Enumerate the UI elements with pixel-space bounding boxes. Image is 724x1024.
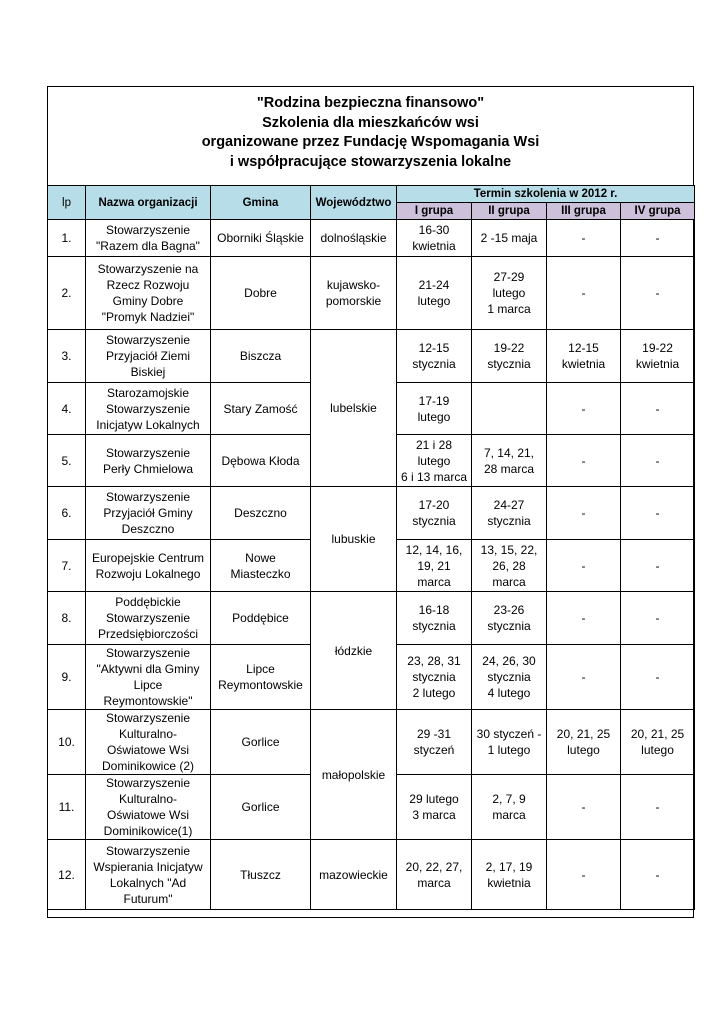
table-row [48,840,695,910]
cell-organization-line: Stowarzyszenie [105,333,191,347]
cell-lp [48,487,86,540]
cell-group-2 [472,540,547,592]
cell-gmina-line: Dębowa Kłoda [221,453,300,468]
cell-group-3 [547,540,621,592]
cell-organization [86,220,211,257]
cell-group-2-line: 1 marca [487,302,531,316]
cell-group-2 [472,220,547,257]
cell-lp [48,330,86,383]
cell-group-1-line: 6 i 13 marca [400,469,468,484]
cell-organization-line: Stowarzyszenie [105,401,191,416]
cell-group-4-line: - [655,558,660,573]
cell-organization-line: "Razem dla Bagna" [96,239,200,253]
cell-group-3-line: - [581,670,586,684]
cell-group-2 [472,487,547,540]
table-row [48,257,695,330]
cell-group-1-line: 21 i 28 [415,437,453,452]
cell-group-3 [547,840,621,910]
cell-organization [86,645,211,710]
cell-wojewodztwo-line: lubuskie [331,532,376,546]
cell-gmina [211,775,311,840]
cell-lp [48,540,86,592]
cell-organization-line: Przedsiębiorczości [97,627,199,641]
cell-group-3 [547,383,621,435]
title-line-2: Szkolenia dla mieszkańców wsi [262,114,479,131]
table-row [48,220,695,257]
cell-group-4 [621,775,695,840]
cell-organization [86,257,211,330]
cell-group-3-line: - [581,867,586,882]
cell-group-2-line: marca [492,808,526,822]
cell-group-1-line: 16-30 [418,223,450,237]
cell-lp-line: 9. [61,670,72,684]
cell-organization-line: Przyjaciół Ziemi [105,349,190,363]
cell-gmina-line: Stary Zamość [223,401,298,416]
cell-lp [48,220,86,257]
cell-group-2-line: stycznia [487,619,531,633]
cell-group-4-line: - [655,670,660,684]
cell-wojewodztwo [311,330,397,487]
cell-group-2 [472,645,547,710]
cell-group-1 [397,435,472,487]
cell-group-3 [547,487,621,540]
cell-organization-line: Futurum" [123,891,173,906]
cell-group-1-line: lutego [417,294,451,308]
cell-lp [48,645,86,710]
cell-organization-line: Stowarzyszenie [105,611,191,625]
cell-organization-line: Dominikowice(1) [103,824,193,838]
cell-wojewodztwo [311,710,397,840]
cell-gmina [211,645,311,710]
cell-gmina-line: Tłuszcz [240,867,281,882]
cell-group-3 [547,257,621,330]
cell-group-2-line: stycznia [487,670,531,684]
cell-lp-line: 5. [61,453,72,468]
cell-group-2 [472,435,547,487]
cell-lp-line: 8. [61,611,72,625]
cell-organization-line: Starozamojskie [106,385,190,400]
cell-group-2 [472,257,547,330]
cell-wojewodztwo [311,592,397,710]
title-line-1: "Rodzina bezpieczna finansowo" [256,95,485,111]
cell-lp-line: 12. [58,867,75,882]
cell-organization-line: Stowarzyszenie [105,646,191,660]
cell-group-1-line: 2 lutego [412,686,456,700]
cell-group-1 [397,257,472,330]
table-row [48,592,695,645]
cell-organization-line: Poddębickie [115,595,181,609]
cell-wojewodztwo-line: małopolskie [321,767,386,782]
cell-group-1-line: lutego [417,409,451,424]
cell-group-4-line: - [655,231,660,245]
cell-group-1-line: kwietnia [412,239,456,253]
cell-organization-line: Oświatowe Wsi [106,743,189,757]
title-line-4: i współpracujące stowarzyszenia lokalne [229,153,512,170]
cell-group-3 [547,645,621,710]
cell-organization-line: Deszczno [121,522,175,536]
cell-group-4 [621,840,695,910]
cell-wojewodztwo-line: pomorskie [325,294,382,308]
table-row [48,710,695,775]
header-group-3: III grupa [547,203,621,220]
cell-lp-line: 4. [61,401,72,416]
cell-organization-line: "Aktywni dla Gminy [96,662,200,676]
cell-group-3 [547,592,621,645]
header-termin: Termin szkolenia w 2012 r. [397,186,695,203]
cell-group-1-line: 12, 14, 16, [405,542,463,557]
cell-group-2-line: 24, 26, 30 [482,654,536,668]
cell-group-2 [472,330,547,383]
cell-group-4 [621,383,695,435]
cell-group-2-line: 1 lutego [487,743,531,757]
cell-organization-line: Europejskie Centrum [91,550,205,565]
cell-group-2-line: 27-29 [493,270,525,284]
cell-group-1 [397,487,472,540]
cell-gmina-line: Reymontowskie [218,678,303,692]
cell-group-1 [397,645,472,710]
cell-lp-line: 7. [61,558,72,573]
cell-group-4-line: - [655,867,660,882]
cell-group-1-line: 3 marca [412,808,456,822]
table-row [48,487,695,540]
cell-group-4-line: - [655,286,660,300]
cell-organization [86,775,211,840]
cell-group-3-line: kwietnia [561,357,606,371]
cell-organization [86,540,211,592]
cell-wojewodztwo-line: dolnośląskie [320,231,387,245]
cell-lp [48,840,86,910]
cell-lp-line: 1. [61,231,72,245]
page-title [47,94,694,172]
cell-group-3 [547,710,621,775]
cell-group-3-line: 12-15 [568,341,599,355]
cell-organization [86,487,211,540]
cell-organization-line: Stowarzyszenie [105,445,191,460]
cell-gmina-line: Deszczno [234,506,287,520]
cell-organization-line: Stowarzyszenie na [97,262,199,276]
cell-organization-line: Perły Chmielowa [102,461,194,476]
cell-group-2 [472,592,547,645]
cell-group-1 [397,540,472,592]
cell-group-2 [472,840,547,910]
cell-organization-line: Lipce [133,678,163,692]
cell-group-2-line: stycznia [487,357,531,371]
cell-wojewodztwo [311,487,397,592]
cell-group-3 [547,330,621,383]
cell-lp-line: 3. [61,349,72,363]
cell-group-1 [397,710,472,775]
cell-group-3-line: - [581,611,586,625]
cell-gmina-line: Biszcza [239,349,282,363]
cell-organization [86,435,211,487]
cell-organization-line: Wspierania Inicjatyw [93,859,203,874]
cell-wojewodztwo [311,220,397,257]
cell-group-3-line: - [581,800,586,814]
cell-group-2-line: kwietnia [487,875,531,890]
cell-group-1-line: 23, 28, 31 [407,654,461,668]
header-lp: lp [48,186,86,220]
cell-group-1 [397,383,472,435]
cell-group-3-line: - [581,401,586,416]
cell-group-1 [397,220,472,257]
cell-group-1-line: 29 lutego [409,792,459,806]
header-group-4: IV grupa [621,203,695,220]
cell-group-3 [547,220,621,257]
cell-group-3 [547,435,621,487]
cell-lp [48,710,86,775]
cell-gmina [211,710,311,775]
cell-group-4-line: - [655,611,660,625]
cell-group-4-line: 19-22 [642,341,673,355]
cell-group-2 [472,775,547,840]
cell-group-1-line: 29 -31 [416,727,452,741]
cell-wojewodztwo [311,257,397,330]
cell-wojewodztwo-line: łódzkie [334,643,373,658]
cell-group-4-line: - [655,453,660,468]
cell-group-1-line: 12-15 [418,341,450,355]
cell-organization [86,592,211,645]
header-wojewodztwo: Województwo [311,186,397,220]
cell-lp-line: 11. [58,800,75,814]
cell-group-1 [397,330,472,383]
header-organization: Nazwa organizacji [86,186,211,220]
cell-gmina [211,257,311,330]
cell-group-1 [397,840,472,910]
cell-group-4-line: lutego [641,743,674,757]
cell-organization [86,710,211,775]
cell-gmina-line: Miasteczko [230,566,291,581]
cell-organization-line: Lokalnych "Ad [109,875,187,890]
cell-group-1-line: 20, 22, 27, [405,859,463,874]
cell-group-4 [621,220,695,257]
cell-organization-line: Kulturalno- [118,727,178,741]
cell-wojewodztwo-line: kujawsko- [326,278,381,292]
cell-group-3-line: - [581,453,586,468]
cell-group-2-line: 23-26 [493,603,525,617]
cell-group-3 [547,775,621,840]
cell-group-1-line: stycznia [412,670,456,684]
cell-group-1-line: stycznia [412,514,456,528]
cell-lp [48,257,86,330]
cell-gmina [211,383,311,435]
cell-organization [86,383,211,435]
cell-group-4 [621,645,695,710]
cell-lp-line: 2. [61,286,72,300]
cell-gmina-line: Oborniki Śląskie [217,231,304,245]
cell-group-2-line: 7, 14, 21, [483,445,535,460]
cell-group-4 [621,592,695,645]
cell-group-3-line: 20, 21, 25 [556,727,611,741]
cell-lp-line: 6. [61,506,72,520]
cell-organization-line: Dominikowice (2) [101,759,195,773]
cell-wojewodztwo [311,840,397,910]
cell-group-1-line: 16-18 [418,603,450,617]
cell-group-4-line: kwietnia [635,357,680,371]
cell-organization [86,330,211,383]
cell-gmina-line: Lipce [246,662,275,676]
table-row [48,330,695,383]
cell-group-4-line: - [655,506,660,520]
cell-group-1-line: 17-20 [418,498,450,512]
cell-group-3-line: - [581,558,586,573]
cell-group-4-line: 20, 21, 25 [630,727,685,741]
training-schedule-table [47,185,695,910]
cell-group-2-line: 26, 28 [492,558,526,573]
cell-organization-line: Stowarzyszenie [105,776,191,790]
cell-group-3-line: lutego [567,743,600,757]
cell-group-4 [621,435,695,487]
cell-group-4-line: - [655,401,660,416]
header-group-2: II grupa [472,203,547,220]
cell-group-2-line: 2, 7, 9 [492,792,526,806]
cell-group-3-line: - [581,506,586,520]
cell-group-2-line: 2 -15 maja [480,231,538,245]
cell-group-1-line: styczeń [413,743,455,757]
cell-gmina [211,592,311,645]
cell-group-4 [621,257,695,330]
cell-organization-line: Stowarzyszenie [105,490,191,504]
title-line-3: organizowane przez Fundację Wspomagania Wsi [201,134,540,150]
cell-group-2-line: marca [492,574,526,589]
cell-group-1-line: 17-19 [418,393,450,408]
cell-gmina [211,840,311,910]
cell-group-4 [621,540,695,592]
cell-group-2-line: lutego [492,286,526,300]
cell-group-2 [472,383,547,435]
cell-lp-line: 10. [58,735,75,749]
cell-lp [48,775,86,840]
cell-group-4 [621,487,695,540]
cell-organization-line: Stowarzyszenie [105,223,191,237]
cell-group-2-line: 2, 17, 19 [485,859,533,874]
cell-lp [48,435,86,487]
cell-gmina-line: Nowe [245,550,276,565]
cell-group-2-line: 28 marca [483,461,535,476]
cell-group-4-line: - [655,800,660,814]
cell-group-2-line: 13, 15, 22, [480,542,538,557]
cell-group-1-line: lutego [417,453,451,468]
cell-organization-line: Stowarzyszenie [105,843,191,858]
cell-group-1-line: 19, 21 [417,558,451,573]
cell-gmina [211,487,311,540]
cell-organization-line: Biskiej [130,365,166,379]
cell-gmina [211,540,311,592]
cell-lp [48,592,86,645]
cell-wojewodztwo-line: lubelskie [330,401,377,415]
cell-group-3-line: - [581,231,586,245]
cell-group-3-line: - [581,286,586,300]
cell-group-1-line: 21-24 [418,278,450,292]
cell-group-1-line: marca [417,875,451,890]
cell-organization-line: Inicjatyw Lokalnych [96,417,200,432]
cell-organization-line: Przyjaciół Gminy [103,506,193,520]
cell-group-2 [472,710,547,775]
cell-organization-line: "Promyk Nadziei" [101,310,195,324]
cell-lp [48,383,86,435]
cell-organization-line: Oświatowe Wsi [106,808,189,822]
cell-gmina [211,220,311,257]
cell-gmina-line: Gorlice [241,800,280,814]
cell-group-1 [397,592,472,645]
cell-gmina [211,330,311,383]
cell-wojewodztwo-line: mazowieckie [319,867,388,882]
cell-organization-line: Rzecz Rozwoju [106,278,190,292]
cell-organization-line: Rozwoju Lokalnego [95,566,201,581]
header-group-1: I grupa [397,203,472,220]
cell-organization-line: Gminy Dobre [112,294,184,308]
cell-group-2-line: 19-22 [493,341,525,355]
cell-organization-line: Stowarzyszenie [105,711,191,725]
cell-group-1-line: stycznia [412,619,456,633]
header-gmina: Gmina [211,186,311,220]
cell-group-1-line: marca [417,574,451,589]
cell-group-4 [621,710,695,775]
cell-group-2-line: 30 styczeń - [476,727,542,741]
cell-organization-line: Reymontowskie" [103,694,193,708]
cell-gmina [211,435,311,487]
cell-group-1 [397,775,472,840]
cell-group-4 [621,330,695,383]
cell-gmina-line: Poddębice [232,611,289,625]
cell-group-2-line: stycznia [487,514,531,528]
cell-gmina-line: Dobre [244,286,277,300]
cell-organization-line: Kulturalno- [118,792,178,806]
cell-gmina-line: Gorlice [241,735,280,749]
cell-organization [86,840,211,910]
cell-group-2-line: 24-27 [493,498,525,512]
cell-group-2-line: 4 lutego [487,686,531,700]
cell-group-1-line: stycznia [412,357,456,371]
